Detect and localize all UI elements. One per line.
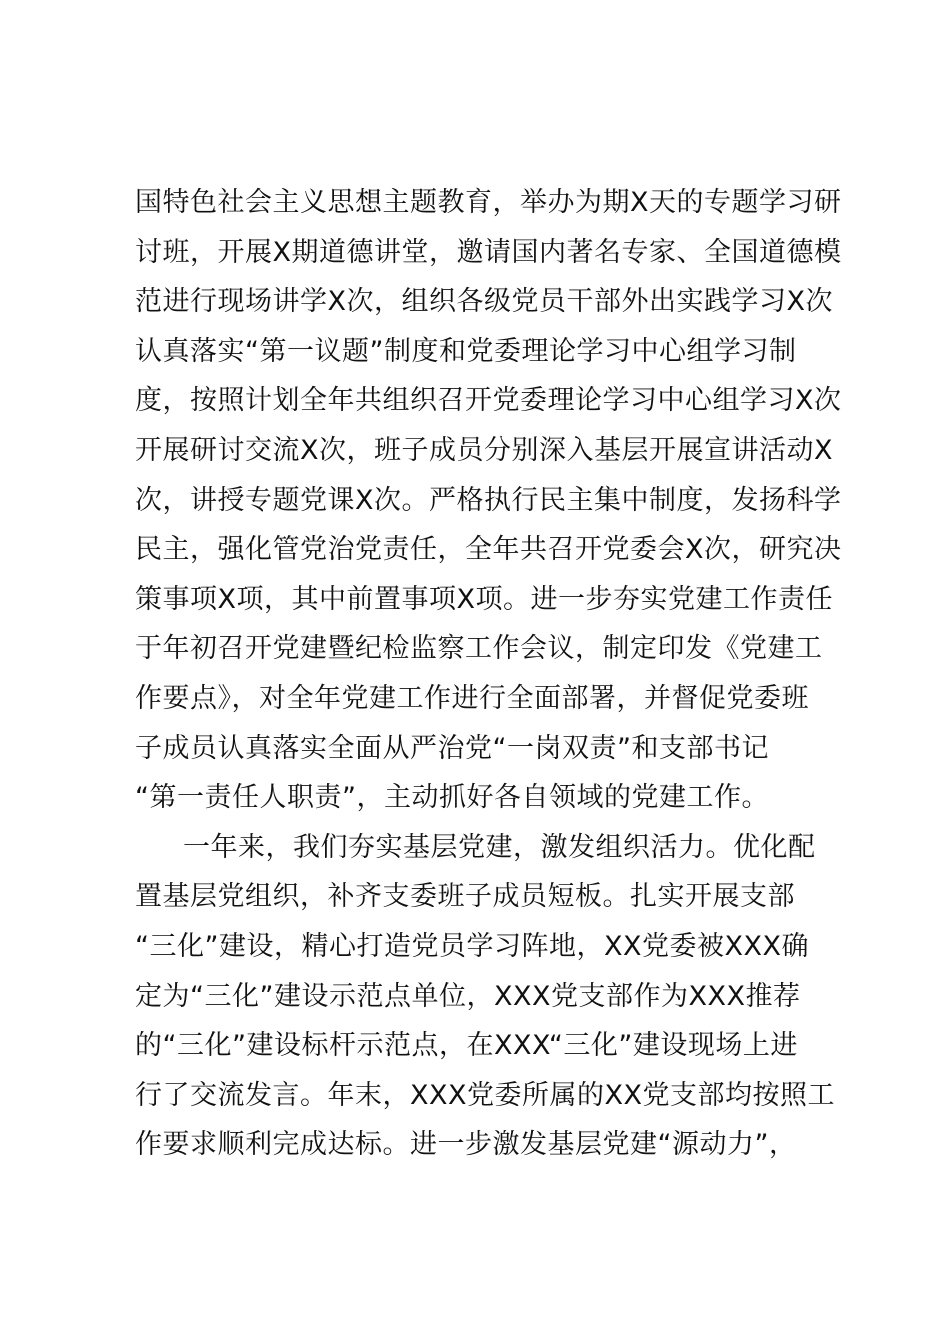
text-line-17: 定为“三化”建设示范点单位，XXX党支部作为XXX推荐 xyxy=(135,980,801,1012)
text-line-9: 策事项X项，其中前置事项X项。进一步夯实党建工作责任 xyxy=(135,583,833,615)
text-line-6: 开展研讨交流X次，班子成员分别深入基层开展宣讲活动X xyxy=(135,434,833,466)
text-line-13: “第一责任人职责”，主动抓好各自领域的党建工作。 xyxy=(135,782,769,814)
text-line-18: 的“三化”建设标杆示范点，在XXX“三化”建设现场上进 xyxy=(135,1030,798,1062)
text-line-8: 民主，强化管党治党责任，全年共召开党委会X次，研究决 xyxy=(135,534,842,566)
text-line-1: 国特色社会主义思想主题教育，举办为期X天的专题学习研 xyxy=(135,187,842,218)
text-line-10: 于年初召开党建暨纪检监察工作会议，制定印发《党建工 xyxy=(135,633,823,665)
text-line-7: 次，讲授专题党课X次。严格执行民主集中制度，发扬科学 xyxy=(135,484,842,516)
text-line-3: 范进行现场讲学X次，组织各级党员干部外出实践学习X次 xyxy=(135,286,833,318)
text-line-11: 作要点》，对全年党建工作进行全面部署，并督促党委班 xyxy=(135,682,809,714)
paragraph-start-line: 一年来，我们夯实基层党建，激发组织活力。优化配 xyxy=(183,831,816,863)
text-line-5: 度，按照计划全年共组织召开党委理论学习中心组学习X次 xyxy=(135,385,842,417)
text-line-19: 行了交流发言。年末，XXX党委所属的XX党支部均按照工 xyxy=(135,1079,835,1111)
body-text xyxy=(135,178,855,1170)
text-line-20: 作要求顺利完成达标。进一步激发基层党建“源动力”， xyxy=(135,1129,797,1161)
text-line-16: “三化”建设，精心打造党员学习阵地，XX党委被XXX确 xyxy=(135,930,809,962)
text-line-4: 认真落实“第一议题”制度和党委理论学习中心组学习制 xyxy=(135,335,797,367)
text-line-12: 子成员认真落实全面从严治党“一岗双责”和支部书记 xyxy=(135,732,769,764)
text-line-2: 讨班，开展X期道德讲堂，邀请国内著名专家、全国道德模 xyxy=(135,236,842,268)
text-line-15: 置基层党组织，补齐支委班子成员短板。扎实开展支部 xyxy=(135,881,795,913)
